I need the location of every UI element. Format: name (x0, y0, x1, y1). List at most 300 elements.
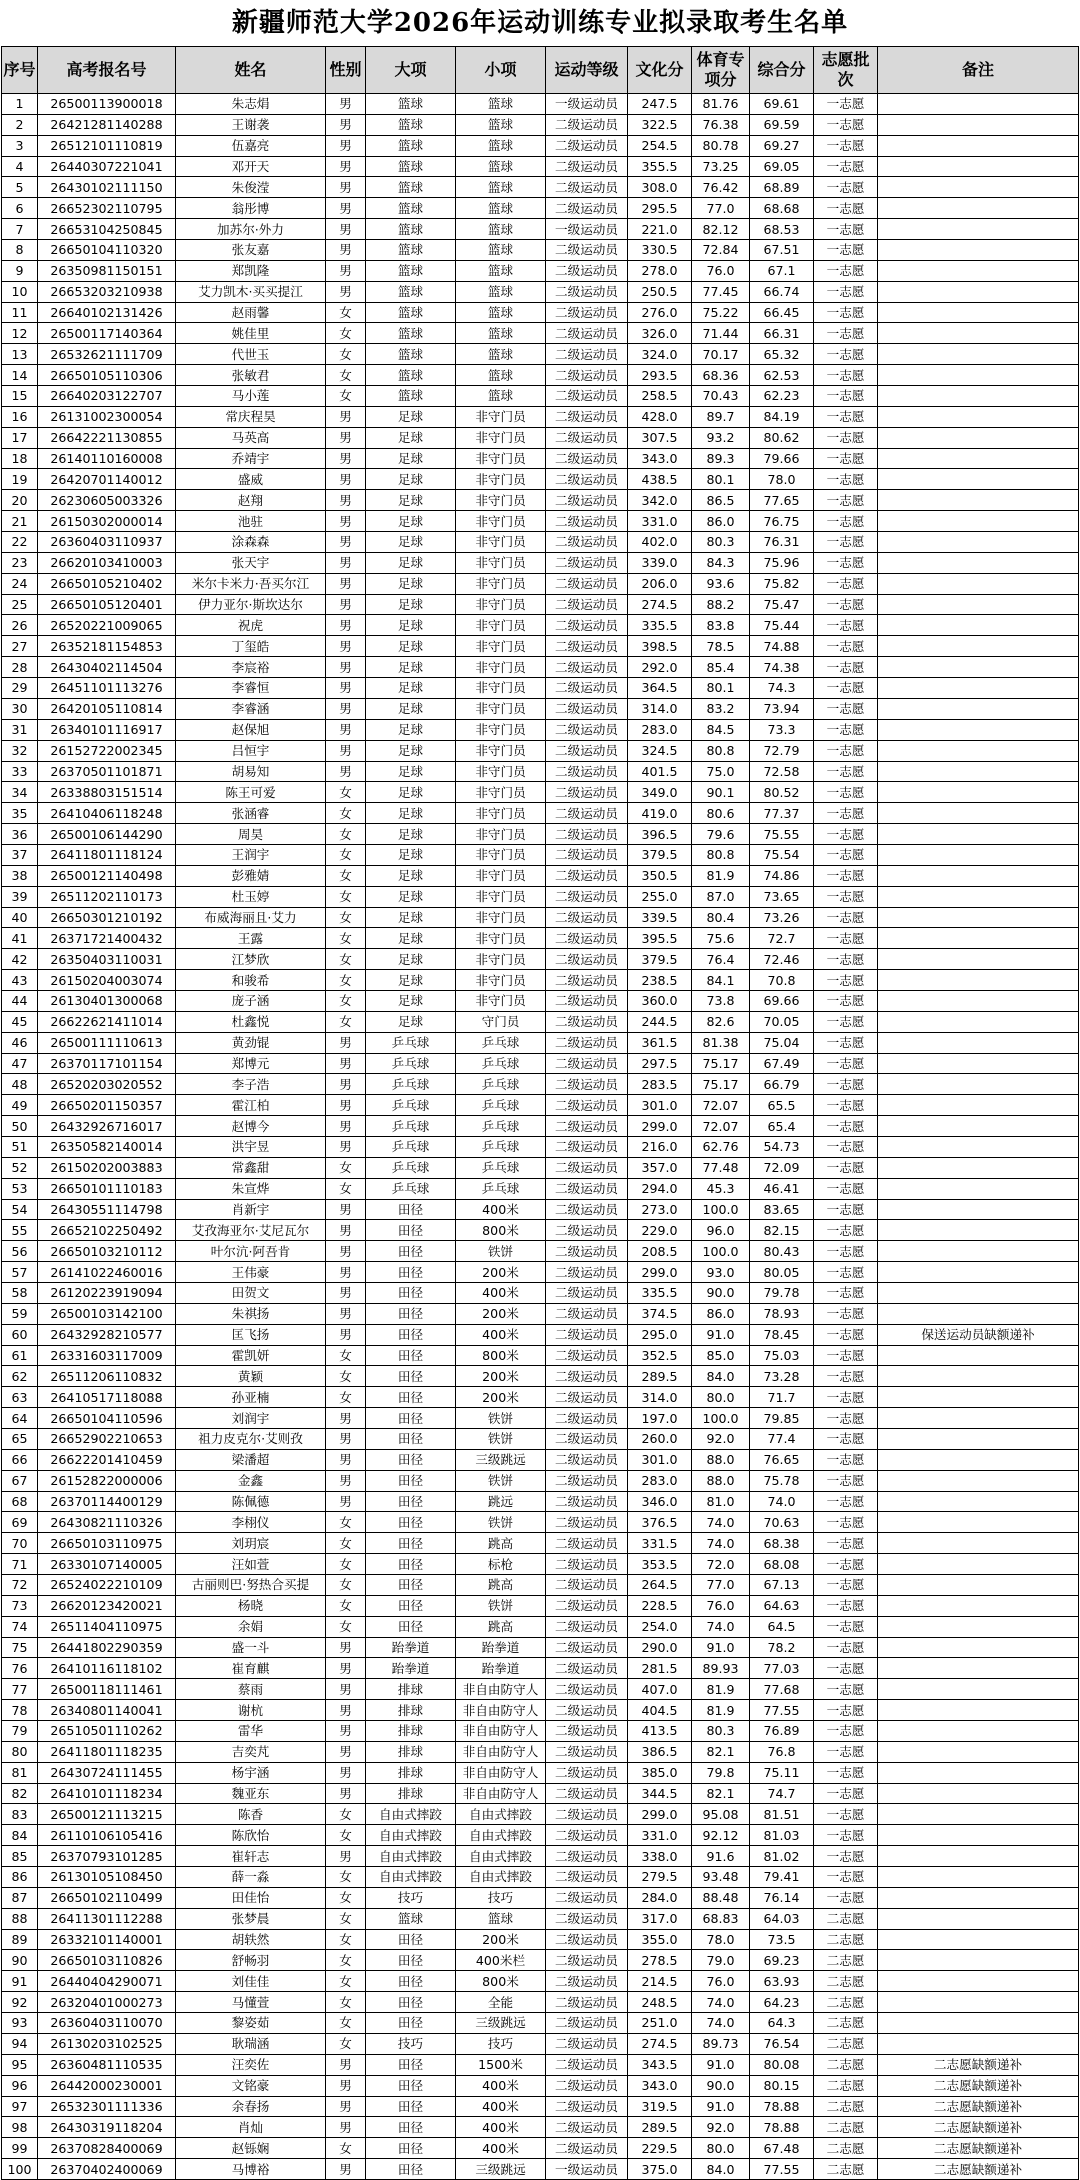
col-exam-id-cell: 26340801140041 (38, 1700, 176, 1721)
table-row (2, 1449, 1079, 1470)
col-remarks-cell (878, 552, 1079, 573)
col-total-score-cell: 80.43 (750, 1241, 814, 1262)
col-name-cell: 邓开天 (176, 156, 326, 177)
col-remarks-cell (878, 698, 1079, 719)
col-gender-cell: 男 (326, 427, 366, 448)
col-sport-score-cell: 74.0 (692, 1533, 750, 1554)
col-sport-cell: 足球 (366, 657, 456, 678)
col-level-cell: 二级运动员 (546, 1762, 628, 1783)
col-batch-cell: 一志愿 (814, 1199, 878, 1220)
table-row (2, 240, 1079, 261)
col-remarks-cell (878, 427, 1079, 448)
col-batch-cell: 一志愿 (814, 448, 878, 469)
col-batch-cell: 一志愿 (814, 1366, 878, 1387)
col-level-cell: 二级运动员 (546, 2033, 628, 2054)
col-name-cell: 朱祺扬 (176, 1303, 326, 1324)
col-sport-score-cell: 86.5 (692, 490, 750, 511)
col-culture-score-cell: 283.0 (628, 719, 692, 740)
table-row (2, 1595, 1079, 1616)
col-gender-cell: 男 (326, 94, 366, 115)
col-batch-cell: 一志愿 (814, 344, 878, 365)
col-level-cell: 二级运动员 (546, 1783, 628, 1804)
col-seq-cell: 55 (2, 1220, 38, 1241)
col-culture-score-cell: 407.0 (628, 1679, 692, 1700)
col-event-cell: 跳高 (456, 1616, 546, 1637)
col-total-score-cell: 78.45 (750, 1324, 814, 1345)
col-total-score-cell: 73.5 (750, 1929, 814, 1950)
col-level-cell: 一级运动员 (546, 2159, 628, 2180)
col-sport-score-cell: 74.0 (692, 1992, 750, 2013)
col-exam-id-cell: 26338803151514 (38, 782, 176, 803)
col-total-score-cell: 77.68 (750, 1679, 814, 1700)
table-row (2, 1303, 1079, 1324)
col-gender-cell: 男 (326, 1032, 366, 1053)
col-seq-cell: 29 (2, 678, 38, 699)
col-total-score-cell: 77.03 (750, 1658, 814, 1679)
col-sport-cell: 足球 (366, 865, 456, 886)
col-name-cell: 黄颖 (176, 1366, 326, 1387)
col-seq-cell: 84 (2, 1825, 38, 1846)
col-name-cell: 杜玉婷 (176, 886, 326, 907)
table-row (2, 552, 1079, 573)
col-event-cell: 非守门员 (456, 719, 546, 740)
col-level-cell: 二级运动员 (546, 782, 628, 803)
col-sport-cell: 篮球 (366, 177, 456, 198)
col-culture-score-cell: 229.0 (628, 1220, 692, 1241)
col-event-cell: 400米 (456, 2096, 546, 2117)
col-culture-score-cell: 419.0 (628, 803, 692, 824)
col-culture-score-cell: 331.0 (628, 1825, 692, 1846)
table-row (2, 1887, 1079, 1908)
col-sport-score-cell: 80.4 (692, 907, 750, 928)
col-sport-score-cell: 80.3 (692, 1721, 750, 1742)
col-batch-cell: 一志愿 (814, 1408, 878, 1429)
col-seq-cell: 8 (2, 240, 38, 261)
header-col-remarks: 备注 (878, 47, 1079, 94)
col-level-cell: 二级运动员 (546, 1345, 628, 1366)
table-row (2, 1011, 1079, 1032)
col-total-score-cell: 79.78 (750, 1282, 814, 1303)
col-name-cell: 赵博今 (176, 1116, 326, 1137)
col-total-score-cell: 75.11 (750, 1762, 814, 1783)
col-batch-cell: 一志愿 (814, 1533, 878, 1554)
col-sport-cell: 足球 (366, 782, 456, 803)
col-sport-score-cell: 73.8 (692, 990, 750, 1011)
col-event-cell: 200米 (456, 1929, 546, 1950)
col-level-cell: 二级运动员 (546, 2138, 628, 2159)
table-header-row (2, 47, 1079, 94)
col-remarks-cell (878, 1616, 1079, 1637)
col-remarks-cell (878, 2013, 1079, 2034)
col-event-cell: 自由式摔跤 (456, 1867, 546, 1888)
col-remarks-cell (878, 1095, 1079, 1116)
col-sport-cell: 田径 (366, 1241, 456, 1262)
col-seq-cell: 25 (2, 594, 38, 615)
col-remarks-cell (878, 1867, 1079, 1888)
table-row (2, 803, 1079, 824)
col-name-cell: 王润宇 (176, 844, 326, 865)
col-culture-score-cell: 301.0 (628, 1449, 692, 1470)
col-event-cell: 非守门员 (456, 490, 546, 511)
col-sport-cell: 田径 (366, 1199, 456, 1220)
col-event-cell: 铁饼 (456, 1470, 546, 1491)
col-exam-id-cell: 26640203122707 (38, 386, 176, 407)
col-batch-cell: 一志愿 (814, 1804, 878, 1825)
col-event-cell: 400米 (456, 2138, 546, 2159)
col-culture-score-cell: 314.0 (628, 1387, 692, 1408)
col-batch-cell: 一志愿 (814, 260, 878, 281)
col-sport-cell: 足球 (366, 907, 456, 928)
col-remarks-cell (878, 636, 1079, 657)
col-total-score-cell: 81.03 (750, 1825, 814, 1846)
col-remarks-cell (878, 1846, 1079, 1867)
table-row (2, 94, 1079, 115)
col-sport-score-cell: 85.0 (692, 1345, 750, 1366)
col-seq-cell: 12 (2, 323, 38, 344)
col-culture-score-cell: 295.0 (628, 1324, 692, 1345)
col-total-score-cell: 64.5 (750, 1616, 814, 1637)
col-remarks-cell (878, 1491, 1079, 1512)
col-culture-score-cell: 276.0 (628, 302, 692, 323)
col-name-cell: 李子浩 (176, 1074, 326, 1095)
col-culture-score-cell: 379.5 (628, 949, 692, 970)
col-name-cell: 赵雨馨 (176, 302, 326, 323)
col-culture-score-cell: 281.5 (628, 1658, 692, 1679)
col-remarks-cell (878, 844, 1079, 865)
col-culture-score-cell: 343.5 (628, 2054, 692, 2075)
col-batch-cell: 一志愿 (814, 907, 878, 928)
col-level-cell: 二级运动员 (546, 1387, 628, 1408)
table-row (2, 1408, 1079, 1429)
col-sport-cell: 篮球 (366, 219, 456, 240)
col-culture-score-cell: 398.5 (628, 636, 692, 657)
col-exam-id-cell: 26410116118102 (38, 1658, 176, 1679)
col-batch-cell: 一志愿 (814, 532, 878, 553)
col-remarks-cell (878, 573, 1079, 594)
col-culture-score-cell: 258.5 (628, 386, 692, 407)
col-level-cell: 一级运动员 (546, 94, 628, 115)
col-event-cell: 非守门员 (456, 594, 546, 615)
col-gender-cell: 男 (326, 1116, 366, 1137)
col-batch-cell: 一志愿 (814, 1658, 878, 1679)
col-gender-cell: 女 (326, 844, 366, 865)
col-event-cell: 非守门员 (456, 448, 546, 469)
col-seq-cell: 67 (2, 1470, 38, 1491)
col-event-cell: 铁饼 (456, 1595, 546, 1616)
table-row (2, 1929, 1079, 1950)
col-sport-cell: 乒乓球 (366, 1053, 456, 1074)
table-row (2, 1345, 1079, 1366)
col-sport-score-cell: 75.0 (692, 761, 750, 782)
col-name-cell: 崔育麒 (176, 1658, 326, 1679)
table-row (2, 824, 1079, 845)
table-row (2, 511, 1079, 532)
col-seq-cell: 28 (2, 657, 38, 678)
table-row (2, 1554, 1079, 1575)
col-event-cell: 篮球 (456, 198, 546, 219)
col-exam-id-cell: 26430102111150 (38, 177, 176, 198)
col-name-cell: 肖新宇 (176, 1199, 326, 1220)
col-sport-score-cell: 91.0 (692, 1637, 750, 1658)
col-sport-score-cell: 81.9 (692, 1700, 750, 1721)
table-row (2, 1971, 1079, 1992)
col-sport-cell: 乒乓球 (366, 1032, 456, 1053)
col-name-cell: 李栩仪 (176, 1512, 326, 1533)
col-seq-cell: 97 (2, 2096, 38, 2117)
col-level-cell: 二级运动员 (546, 1324, 628, 1345)
col-sport-cell: 乒乓球 (366, 1178, 456, 1199)
col-culture-score-cell: 260.0 (628, 1429, 692, 1450)
table-row (2, 135, 1079, 156)
header-col-event: 小项 (456, 47, 546, 94)
col-sport-score-cell: 95.08 (692, 1804, 750, 1825)
col-seq-cell: 98 (2, 2117, 38, 2138)
col-exam-id-cell: 26500103142100 (38, 1303, 176, 1324)
col-level-cell: 二级运动员 (546, 344, 628, 365)
col-sport-score-cell: 92.12 (692, 1825, 750, 1846)
col-culture-score-cell: 244.5 (628, 1011, 692, 1032)
col-batch-cell: 一志愿 (814, 1011, 878, 1032)
col-exam-id-cell: 26150204003074 (38, 970, 176, 991)
col-batch-cell: 二志愿 (814, 1992, 878, 2013)
col-batch-cell: 一志愿 (814, 1783, 878, 1804)
col-event-cell: 400米 (456, 2075, 546, 2096)
col-remarks-cell (878, 1971, 1079, 1992)
col-sport-cell: 田径 (366, 1282, 456, 1303)
col-batch-cell: 一志愿 (814, 970, 878, 991)
col-name-cell: 赵翔 (176, 490, 326, 511)
col-event-cell: 篮球 (456, 1908, 546, 1929)
table-row (2, 949, 1079, 970)
col-event-cell: 800米 (456, 1220, 546, 1241)
header-col-batch: 志愿批次 (814, 47, 878, 94)
col-event-cell: 铁饼 (456, 1408, 546, 1429)
col-culture-score-cell: 229.5 (628, 2138, 692, 2159)
col-event-cell: 跳高 (456, 1575, 546, 1596)
col-exam-id-cell: 26330107140005 (38, 1554, 176, 1575)
col-remarks-cell (878, 511, 1079, 532)
col-name-cell: 余春扬 (176, 2096, 326, 2117)
col-sport-score-cell: 89.7 (692, 406, 750, 427)
col-seq-cell: 17 (2, 427, 38, 448)
col-sport-score-cell: 80.1 (692, 469, 750, 490)
col-batch-cell: 一志愿 (814, 1887, 878, 1908)
col-remarks-cell (878, 219, 1079, 240)
col-exam-id-cell: 26442000230001 (38, 2075, 176, 2096)
col-seq-cell: 15 (2, 386, 38, 407)
col-total-score-cell: 75.04 (750, 1032, 814, 1053)
col-total-score-cell: 73.28 (750, 1366, 814, 1387)
col-seq-cell: 57 (2, 1262, 38, 1283)
col-total-score-cell: 76.75 (750, 511, 814, 532)
col-seq-cell: 51 (2, 1136, 38, 1157)
col-remarks-cell (878, 1595, 1079, 1616)
col-batch-cell: 一志愿 (814, 135, 878, 156)
col-level-cell: 二级运动员 (546, 2054, 628, 2075)
header-col-total-score: 综合分 (750, 47, 814, 94)
col-batch-cell: 一志愿 (814, 1700, 878, 1721)
col-remarks-cell (878, 1721, 1079, 1742)
col-total-score-cell: 65.32 (750, 344, 814, 365)
col-total-score-cell: 76.14 (750, 1887, 814, 1908)
col-remarks-cell (878, 1116, 1079, 1137)
col-level-cell: 二级运动员 (546, 594, 628, 615)
col-event-cell: 非守门员 (456, 761, 546, 782)
col-name-cell: 赵保旭 (176, 719, 326, 740)
col-event-cell: 篮球 (456, 156, 546, 177)
col-culture-score-cell: 292.0 (628, 657, 692, 678)
col-total-score-cell: 66.31 (750, 323, 814, 344)
col-exam-id-cell: 26360481110535 (38, 2054, 176, 2075)
table-row (2, 406, 1079, 427)
col-sport-cell: 篮球 (366, 386, 456, 407)
col-name-cell: 艾孜海亚尔·艾尼瓦尔 (176, 1220, 326, 1241)
col-name-cell: 米尔卡米力·吾买尔江 (176, 573, 326, 594)
col-gender-cell: 男 (326, 511, 366, 532)
col-name-cell: 朱俊滢 (176, 177, 326, 198)
col-sport-score-cell: 80.78 (692, 135, 750, 156)
col-sport-score-cell: 88.48 (692, 1887, 750, 1908)
col-name-cell: 马博裕 (176, 2159, 326, 2180)
col-event-cell: 三级跳远 (456, 1449, 546, 1470)
col-seq-cell: 23 (2, 552, 38, 573)
table-row (2, 1658, 1079, 1679)
col-culture-score-cell: 342.0 (628, 490, 692, 511)
col-gender-cell: 男 (326, 260, 366, 281)
col-total-score-cell: 74.86 (750, 865, 814, 886)
col-sport-cell: 篮球 (366, 94, 456, 115)
col-event-cell: 跆拳道 (456, 1658, 546, 1679)
col-seq-cell: 38 (2, 865, 38, 886)
col-total-score-cell: 65.4 (750, 1116, 814, 1137)
col-name-cell: 盛威 (176, 469, 326, 490)
col-level-cell: 二级运动员 (546, 1491, 628, 1512)
col-sport-cell: 篮球 (366, 240, 456, 261)
col-exam-id-cell: 26440307221041 (38, 156, 176, 177)
col-name-cell: 汪如萱 (176, 1554, 326, 1575)
col-total-score-cell: 77.55 (750, 1700, 814, 1721)
table-row (2, 636, 1079, 657)
col-seq-cell: 32 (2, 740, 38, 761)
col-total-score-cell: 76.31 (750, 532, 814, 553)
col-batch-cell: 一志愿 (814, 302, 878, 323)
col-seq-cell: 11 (2, 302, 38, 323)
col-culture-score-cell: 208.5 (628, 1241, 692, 1262)
col-event-cell: 跆拳道 (456, 1637, 546, 1658)
col-level-cell: 二级运动员 (546, 2096, 628, 2117)
col-event-cell: 跳高 (456, 1533, 546, 1554)
col-culture-score-cell: 374.5 (628, 1303, 692, 1324)
col-sport-score-cell: 87.0 (692, 886, 750, 907)
col-seq-cell: 66 (2, 1449, 38, 1470)
table-row (2, 177, 1079, 198)
col-culture-score-cell: 290.0 (628, 1637, 692, 1658)
col-total-score-cell: 64.3 (750, 2013, 814, 2034)
col-gender-cell: 男 (326, 135, 366, 156)
col-batch-cell: 一志愿 (814, 657, 878, 678)
col-sport-cell: 足球 (366, 949, 456, 970)
col-level-cell: 二级运动员 (546, 1220, 628, 1241)
col-total-score-cell: 83.65 (750, 1199, 814, 1220)
col-level-cell: 二级运动员 (546, 114, 628, 135)
col-exam-id-cell: 26451101113276 (38, 678, 176, 699)
col-sport-score-cell: 79.0 (692, 1950, 750, 1971)
col-seq-cell: 90 (2, 1950, 38, 1971)
col-remarks-cell (878, 94, 1079, 115)
col-event-cell: 乒乓球 (456, 1074, 546, 1095)
col-gender-cell: 女 (326, 990, 366, 1011)
col-level-cell: 二级运动员 (546, 1178, 628, 1199)
col-seq-cell: 47 (2, 1053, 38, 1074)
col-level-cell: 二级运动员 (546, 990, 628, 1011)
col-exam-id-cell: 26620123420021 (38, 1595, 176, 1616)
col-total-score-cell: 70.8 (750, 970, 814, 991)
col-level-cell: 二级运动员 (546, 1116, 628, 1137)
col-event-cell: 篮球 (456, 323, 546, 344)
col-sport-cell: 篮球 (366, 114, 456, 135)
col-exam-id-cell: 26340101116917 (38, 719, 176, 740)
col-name-cell: 庞子涵 (176, 990, 326, 1011)
col-culture-score-cell: 206.0 (628, 573, 692, 594)
col-seq-cell: 48 (2, 1074, 38, 1095)
col-sport-cell: 田径 (366, 1512, 456, 1533)
table-row (2, 1053, 1079, 1074)
col-culture-score-cell: 413.5 (628, 1721, 692, 1742)
col-total-score-cell: 69.59 (750, 114, 814, 135)
col-batch-cell: 一志愿 (814, 1741, 878, 1762)
col-gender-cell: 男 (326, 1136, 366, 1157)
col-seq-cell: 31 (2, 719, 38, 740)
col-sport-cell: 足球 (366, 594, 456, 615)
table-row (2, 1741, 1079, 1762)
col-exam-id-cell: 26652302110795 (38, 198, 176, 219)
col-culture-score-cell: 273.0 (628, 1199, 692, 1220)
col-sport-cell: 跆拳道 (366, 1637, 456, 1658)
col-remarks-cell (878, 1241, 1079, 1262)
col-name-cell: 江梦欣 (176, 949, 326, 970)
col-batch-cell: 一志愿 (814, 156, 878, 177)
col-batch-cell: 一志愿 (814, 386, 878, 407)
col-event-cell: 技巧 (456, 2033, 546, 2054)
col-culture-score-cell: 331.0 (628, 511, 692, 532)
col-sport-cell: 田径 (366, 1575, 456, 1596)
col-culture-score-cell: 355.0 (628, 1929, 692, 1950)
col-culture-score-cell: 295.5 (628, 198, 692, 219)
col-seq-cell: 62 (2, 1366, 38, 1387)
col-event-cell: 篮球 (456, 177, 546, 198)
col-name-cell: 马小莲 (176, 386, 326, 407)
col-name-cell: 张敏君 (176, 365, 326, 386)
table-row (2, 427, 1079, 448)
col-sport-score-cell: 100.0 (692, 1408, 750, 1429)
col-seq-cell: 89 (2, 1929, 38, 1950)
col-sport-cell: 田径 (366, 2138, 456, 2159)
col-batch-cell: 一志愿 (814, 94, 878, 115)
col-exam-id-cell: 26652102250492 (38, 1220, 176, 1241)
col-culture-score-cell: 343.0 (628, 448, 692, 469)
col-batch-cell: 一志愿 (814, 1303, 878, 1324)
col-name-cell: 祝虎 (176, 615, 326, 636)
col-sport-cell: 足球 (366, 970, 456, 991)
header-col-gender: 性别 (326, 47, 366, 94)
col-sport-cell: 自由式摔跤 (366, 1825, 456, 1846)
col-culture-score-cell: 395.5 (628, 928, 692, 949)
col-batch-cell: 一志愿 (814, 761, 878, 782)
col-event-cell: 非守门员 (456, 511, 546, 532)
header-col-seq: 序号 (2, 47, 38, 94)
col-name-cell: 黎姿茹 (176, 2013, 326, 2034)
col-exam-id-cell: 26642221130855 (38, 427, 176, 448)
